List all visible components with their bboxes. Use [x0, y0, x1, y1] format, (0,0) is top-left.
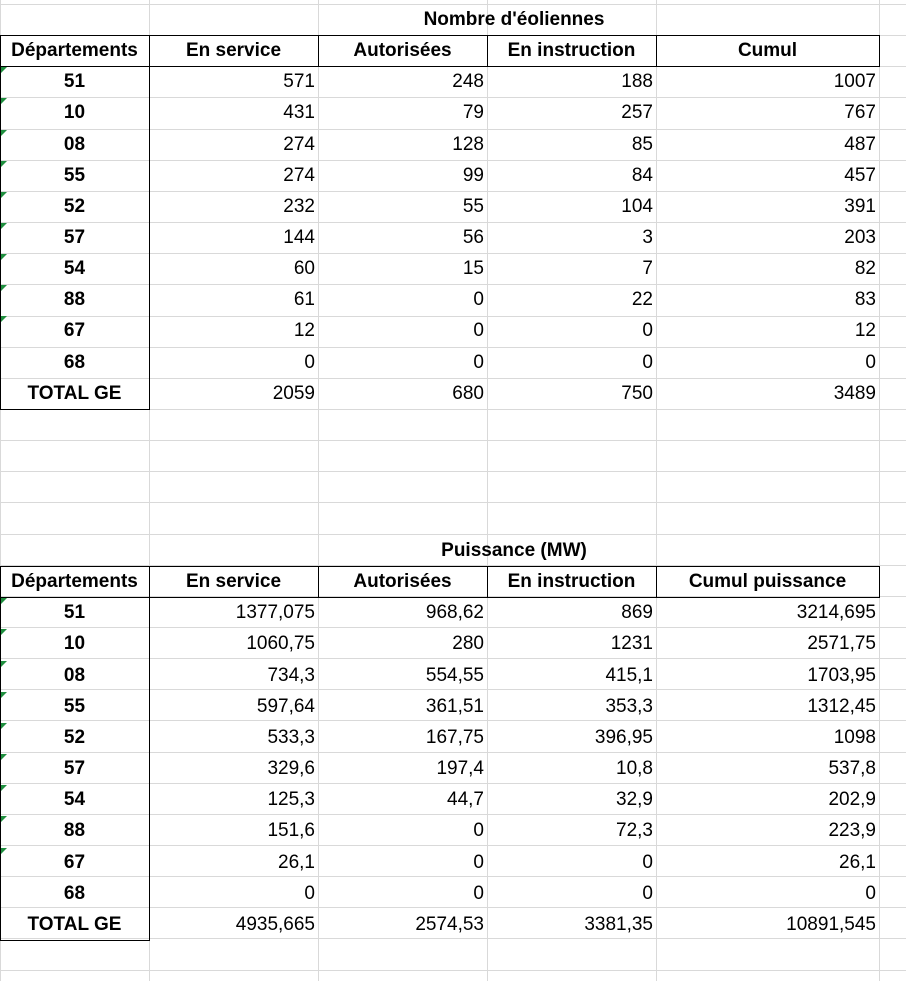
table2-header-divider [318, 566, 320, 598]
department-cell[interactable]: 51 [63, 602, 86, 623]
table1-header-divider [656, 35, 658, 67]
value-cell[interactable]: 457 [844, 165, 876, 186]
error-indicator-icon [1, 223, 7, 229]
department-cell[interactable]: 52 [63, 727, 86, 748]
value-cell[interactable]: 869 [621, 602, 653, 623]
value-cell[interactable]: 151,6 [267, 820, 315, 841]
value-cell[interactable]: 15 [462, 258, 484, 279]
value-cell[interactable]: 0 [473, 883, 484, 904]
value-cell[interactable]: 280 [452, 633, 484, 654]
department-cell[interactable]: TOTAL GE [27, 914, 122, 935]
value-cell[interactable]: 767 [844, 102, 876, 123]
value-cell[interactable]: 1007 [833, 71, 876, 92]
value-cell[interactable]: 0 [304, 883, 315, 904]
value-cell[interactable]: 248 [452, 71, 484, 92]
department-cell[interactable]: 10 [63, 102, 86, 123]
value-cell[interactable]: 968,62 [425, 602, 484, 623]
value-cell[interactable]: 2059 [272, 383, 315, 404]
value-cell[interactable]: 84 [631, 165, 653, 186]
value-cell[interactable]: 597,64 [256, 696, 315, 717]
value-cell[interactable]: 202,9 [828, 789, 876, 810]
table1-header-divider [149, 35, 151, 67]
department-cell[interactable]: 54 [63, 789, 86, 810]
error-indicator-icon [1, 285, 7, 291]
value-cell[interactable]: 533,3 [267, 727, 315, 748]
table2-header-divider [487, 566, 489, 598]
value-cell[interactable]: 487 [844, 134, 876, 155]
value-cell[interactable]: 257 [621, 102, 653, 123]
error-indicator-icon [1, 598, 7, 604]
department-cell[interactable]: 55 [63, 165, 86, 186]
value-cell[interactable]: 274 [283, 134, 315, 155]
gridline-row [0, 970, 906, 971]
value-cell[interactable]: 188 [621, 71, 653, 92]
department-cell[interactable]: 54 [63, 258, 86, 279]
value-cell[interactable]: 60 [293, 258, 315, 279]
value-cell[interactable]: 167,75 [425, 727, 484, 748]
table1-header-divider [318, 35, 320, 67]
department-cell[interactable]: 57 [63, 758, 86, 779]
value-cell[interactable]: 353,3 [605, 696, 653, 717]
value-cell[interactable]: 232 [283, 196, 315, 217]
value-cell[interactable]: 203 [844, 227, 876, 248]
value-cell[interactable]: 82 [854, 258, 876, 279]
department-cell[interactable]: 68 [63, 352, 86, 373]
value-cell[interactable]: 0 [865, 883, 876, 904]
value-cell[interactable]: 1231 [610, 633, 653, 654]
gridline-col [879, 0, 880, 981]
value-cell[interactable]: 537,8 [828, 758, 876, 779]
value-cell[interactable]: 3 [642, 227, 653, 248]
value-cell[interactable]: 0 [473, 320, 484, 341]
value-cell[interactable]: 554,55 [425, 665, 484, 686]
value-cell[interactable]: 223,9 [828, 820, 876, 841]
department-cell[interactable]: 51 [63, 71, 86, 92]
error-indicator-icon [1, 661, 7, 667]
department-cell[interactable]: 52 [63, 196, 86, 217]
table2-header-4[interactable]: Cumul puissance [688, 571, 847, 592]
error-indicator-icon [1, 98, 7, 104]
value-cell[interactable]: 99 [462, 165, 484, 186]
department-cell[interactable]: 88 [63, 820, 86, 841]
value-cell[interactable]: 10891,545 [786, 914, 876, 935]
value-cell[interactable]: 361,51 [425, 696, 484, 717]
error-indicator-icon [1, 723, 7, 729]
value-cell[interactable]: 83 [854, 289, 876, 310]
error-indicator-icon [1, 848, 7, 854]
value-cell[interactable]: 0 [865, 352, 876, 373]
error-indicator-icon [1, 692, 7, 698]
gridline-row [0, 440, 906, 441]
value-cell[interactable]: 61 [293, 289, 315, 310]
department-cell[interactable]: 68 [63, 883, 86, 904]
value-cell[interactable]: 1060,75 [246, 633, 315, 654]
error-indicator-icon [1, 816, 7, 822]
department-cell[interactable]: 88 [63, 289, 86, 310]
error-indicator-icon [1, 130, 7, 136]
table1-header-0[interactable]: Départements [11, 40, 138, 61]
value-cell[interactable]: 3489 [833, 383, 876, 404]
value-cell[interactable]: 391 [844, 196, 876, 217]
department-cell[interactable]: 08 [63, 665, 86, 686]
value-cell[interactable]: 0 [473, 820, 484, 841]
value-cell[interactable]: 1377,075 [235, 602, 315, 623]
department-cell[interactable]: 55 [63, 696, 86, 717]
error-indicator-icon [1, 316, 7, 322]
value-cell[interactable]: 125,3 [267, 789, 315, 810]
value-cell[interactable]: 2571,75 [807, 633, 876, 654]
table1-title: Nombre d'éoliennes [423, 9, 605, 30]
value-cell[interactable]: 26,1 [278, 852, 315, 873]
value-cell[interactable]: 680 [452, 383, 484, 404]
table1-header-divider [487, 35, 489, 67]
value-cell[interactable]: 0 [304, 352, 315, 373]
error-indicator-icon [1, 629, 7, 635]
error-indicator-icon [1, 785, 7, 791]
value-cell[interactable]: 274 [283, 165, 315, 186]
value-cell[interactable]: 104 [621, 196, 653, 217]
value-cell[interactable]: 1098 [833, 727, 876, 748]
value-cell[interactable]: 571 [283, 71, 315, 92]
value-cell[interactable]: 4935,665 [235, 914, 315, 935]
table1-header-2[interactable]: Autorisées [353, 40, 452, 61]
value-cell[interactable]: 0 [642, 852, 653, 873]
table2-header-divider [656, 566, 658, 598]
value-cell[interactable]: 329,6 [267, 758, 315, 779]
value-cell[interactable]: 415,1 [605, 665, 653, 686]
value-cell[interactable]: 72,3 [616, 820, 653, 841]
value-cell[interactable]: 750 [621, 383, 653, 404]
error-indicator-icon [1, 67, 7, 73]
department-cell[interactable]: TOTAL GE [27, 383, 122, 404]
department-cell[interactable]: 08 [63, 134, 86, 155]
gridline-row [0, 471, 906, 472]
gridline-row [0, 409, 906, 410]
value-cell[interactable]: 55 [462, 196, 484, 217]
table1-header-3[interactable]: En instruction [507, 40, 636, 61]
value-cell[interactable]: 79 [462, 102, 484, 123]
value-cell[interactable]: 22 [631, 289, 653, 310]
value-cell[interactable]: 7 [642, 258, 653, 279]
value-cell[interactable]: 3214,695 [796, 602, 876, 623]
error-indicator-icon [1, 161, 7, 167]
department-cell[interactable]: 67 [63, 852, 86, 873]
error-indicator-icon [1, 192, 7, 198]
table2-header-1[interactable]: En service [185, 571, 282, 592]
value-cell[interactable]: 12 [854, 320, 876, 341]
value-cell[interactable]: 1312,45 [807, 696, 876, 717]
value-cell[interactable]: 12 [293, 320, 315, 341]
value-cell[interactable]: 85 [631, 134, 653, 155]
value-cell[interactable]: 2574,53 [415, 914, 484, 935]
table2-title: Puissance (MW) [441, 540, 587, 561]
value-cell[interactable]: 3381,35 [584, 914, 653, 935]
department-cell[interactable]: 57 [63, 227, 86, 248]
value-cell[interactable]: 197,4 [436, 758, 484, 779]
table2-header-3[interactable]: En instruction [507, 571, 636, 592]
value-cell[interactable]: 0 [473, 852, 484, 873]
department-cell[interactable]: 10 [63, 633, 86, 654]
gridline-row [0, 502, 906, 503]
value-cell[interactable]: 26,1 [839, 852, 876, 873]
value-cell[interactable]: 44,7 [447, 789, 484, 810]
value-cell[interactable]: 0 [642, 320, 653, 341]
value-cell[interactable]: 431 [283, 102, 315, 123]
error-indicator-icon [1, 754, 7, 760]
value-cell[interactable]: 396,95 [594, 727, 653, 748]
value-cell[interactable]: 0 [473, 352, 484, 373]
value-cell[interactable]: 128 [452, 134, 484, 155]
value-cell[interactable]: 10,8 [616, 758, 653, 779]
department-cell[interactable]: 67 [63, 320, 86, 341]
error-indicator-icon [1, 254, 7, 260]
value-cell[interactable]: 734,3 [267, 665, 315, 686]
table1-header-1[interactable]: En service [185, 40, 282, 61]
table1-header-4[interactable]: Cumul [737, 40, 798, 61]
value-cell[interactable]: 0 [642, 883, 653, 904]
value-cell[interactable]: 1703,95 [807, 665, 876, 686]
value-cell[interactable]: 56 [462, 227, 484, 248]
table2-header-divider [149, 566, 151, 598]
value-cell[interactable]: 0 [473, 289, 484, 310]
value-cell[interactable]: 144 [283, 227, 315, 248]
value-cell[interactable]: 0 [642, 352, 653, 373]
table2-header-0[interactable]: Départements [11, 571, 138, 592]
table2-header-2[interactable]: Autorisées [353, 571, 452, 592]
value-cell[interactable]: 32,9 [616, 789, 653, 810]
